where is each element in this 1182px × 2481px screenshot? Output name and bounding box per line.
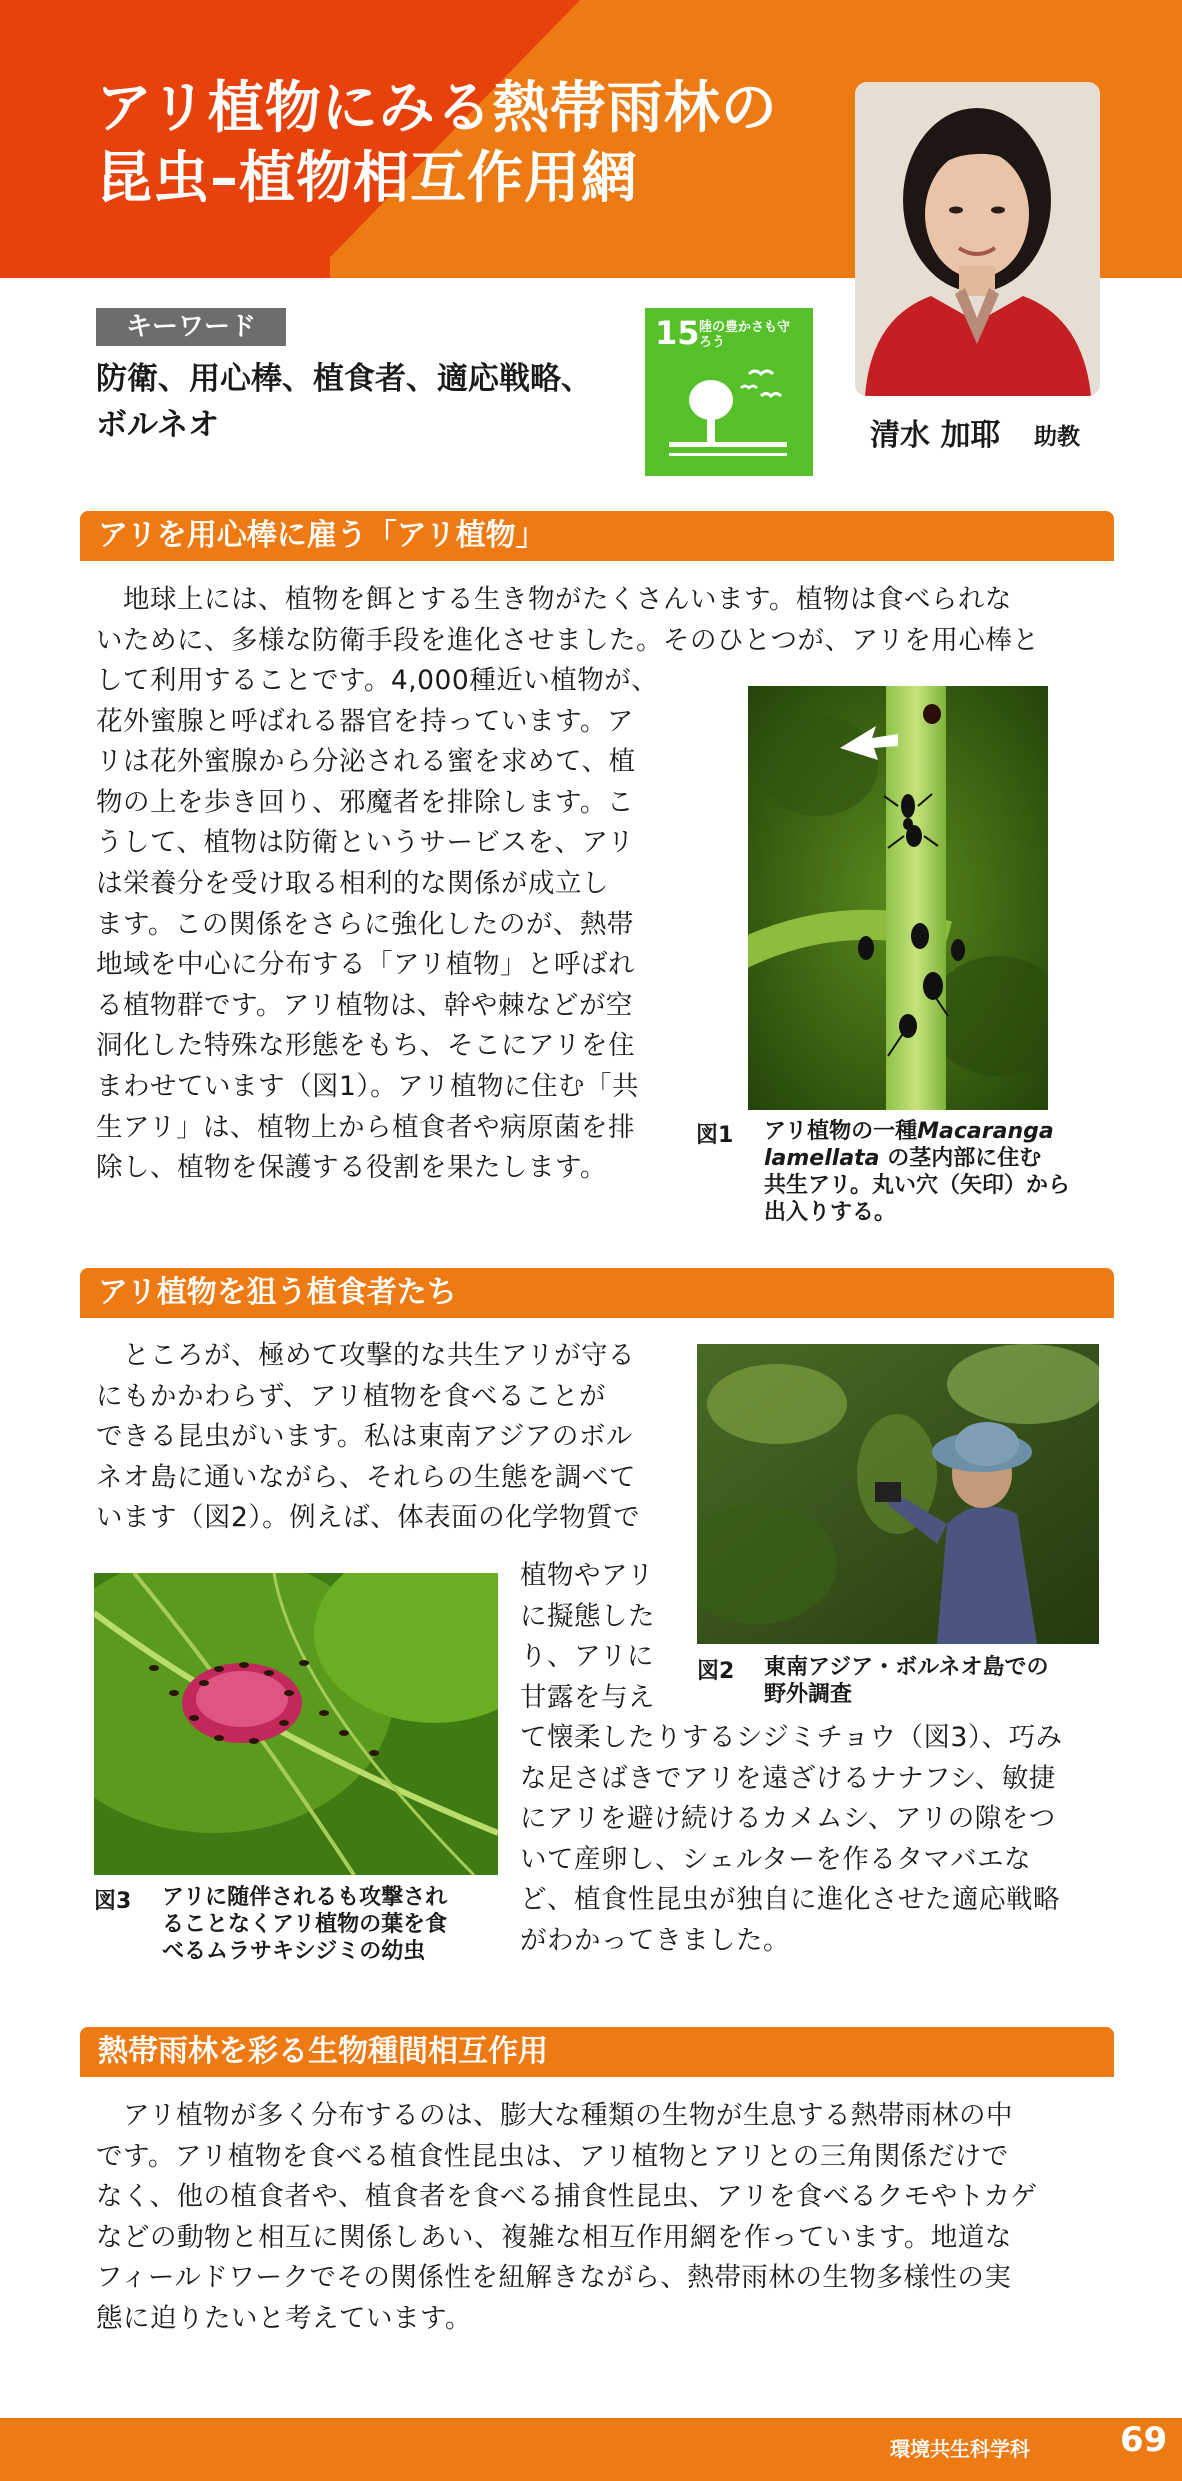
- section1-line: まわせています（図1）。アリ植物に住む「共: [96, 1070, 640, 1102]
- figure-3-photo: [94, 1573, 498, 1875]
- section2-line: がわかってきました。: [520, 1924, 790, 1956]
- section1-body: [96, 661, 686, 1189]
- tree-birds-icon: [645, 308, 813, 476]
- author-photo: [855, 82, 1100, 396]
- section2-line: て懐柔したりするシジミチョウ（図3）、巧み: [520, 1722, 1063, 1753]
- section1-line: リは花外蜜腺から分泌される蜜を求めて、植: [96, 746, 636, 778]
- keyword-badge: キーワード: [96, 308, 286, 346]
- section2-lower: [520, 1718, 1120, 1962]
- figure-1-caption: [764, 1118, 1114, 1226]
- figure-1-caption-b: の茎内部に住む: [879, 1146, 1042, 1171]
- section1-line: して利用することです。4,000種近い植物が、: [96, 665, 659, 696]
- page-title: [96, 74, 816, 214]
- section2-line: 植物やアリ: [520, 1560, 654, 1591]
- section2-line: ど、植食性昆虫が独自に進化させた適応戦略: [520, 1884, 1060, 1916]
- figure-2-photo: [697, 1344, 1099, 1644]
- figure-1-species: lamellata: [764, 1146, 880, 1171]
- section2-line: 甘露を与え: [520, 1681, 655, 1713]
- section-heading-1: アリを用心棒に雇う「アリ植物」: [80, 511, 1114, 561]
- section1-line: うして、植物は防衛というサービスを、アリ: [96, 827, 635, 859]
- section3-line: フィールドワークでその関係性を紐解きながら、熱帯雨林の生物多様性の実: [96, 2262, 1012, 2294]
- section2-line: り、アリに: [520, 1641, 654, 1673]
- section2-line: にもかかわらず、アリ植物を食べることが: [96, 1380, 606, 1412]
- figure-1-caption-line4: 出入りする。: [764, 1200, 897, 1225]
- section2-line: な足さばきでアリを遠ざけるナナフシ、敏捷: [520, 1762, 1056, 1794]
- section1-line: いために、多様な防衛手段を進化させました。そのひとつが、アリを用心棒と: [96, 624, 1040, 656]
- section1-line: 花外蜜腺と呼ばれる器官を持っています。ア: [96, 705, 634, 737]
- section2-line: います（図2）。例えば、体表面の化学物質で: [96, 1502, 641, 1534]
- section2-line: に擬態した: [520, 1600, 655, 1632]
- section3-body: [96, 2096, 1106, 2340]
- section3-line: アリ植物が多く分布するのは、膨大な種類の生物が生息する熱帯雨林の中: [96, 2100, 1013, 2131]
- figure-3-caption-line1: アリに随伴されるも攻撃され: [162, 1885, 448, 1910]
- figure-3-number: 図3: [94, 1889, 132, 1914]
- figure-1-caption-a: アリ植物の一種: [764, 1119, 918, 1144]
- section1-line: 地域を中心に分布する「アリ植物」と呼ばれ: [96, 949, 635, 981]
- sdg-15-icon: [645, 308, 813, 476]
- section-heading-2: アリ植物を狙う植食者たち: [80, 1268, 1114, 1318]
- author-name: 清水 加耶: [870, 418, 1001, 453]
- title-line-2: 昆虫–植物相互作用網: [96, 146, 638, 211]
- section1-line: 洞化した特殊な形態をもち、そこにアリを住: [96, 1030, 635, 1062]
- section3-line: です。アリ植物を食べる植食性昆虫は、アリ植物とアリとの三角関係だけで: [96, 2140, 1009, 2172]
- figure-1-genus: Macaranga: [917, 1119, 1054, 1144]
- section3-line: 態に迫りたいと考えています。: [96, 2302, 472, 2334]
- figure-3-caption-line3: べるムラサキシジミの幼虫: [162, 1939, 426, 1964]
- section2-line: いて産卵し、シェルターを作るタマバエな: [520, 1843, 1032, 1875]
- figure-1-caption-line3: 共生アリ。丸い穴（矢印）から: [764, 1173, 1071, 1198]
- author-role: 助教: [1034, 424, 1080, 450]
- figure-2-caption-line2: 野外調査: [764, 1682, 853, 1707]
- section1-line: 除し、植物を保護する役割を果たします。: [96, 1152, 607, 1184]
- section2-line: ネオ島に通いながら、それらの生態を調べて: [96, 1461, 636, 1493]
- section1-line: 地球上には、植物を餌とする生き物がたくさんいます。植物は食べられな: [96, 584, 1012, 615]
- sdg-label: 陸の豊かさも守ろう: [699, 320, 791, 350]
- figure-2-caption: [764, 1654, 1104, 1708]
- section3-line: なく、他の植食者や、植食者を食べる捕食性昆虫、アリを食べるクモやトカゲ: [96, 2181, 1038, 2213]
- section2-middle: [520, 1556, 690, 1718]
- section1-line: は栄養分を受け取る相利的な関係が成立し: [96, 867, 609, 899]
- section1-line: 物の上を歩き回り、邪魔者を排除します。こ: [96, 786, 634, 818]
- section1-line: 生アリ」は、植物上から植食者や病原菌を排: [96, 1111, 635, 1143]
- section-heading-3: 熱帯雨林を彩る生物種間相互作用: [80, 2027, 1114, 2077]
- figure-2-caption-line1: 東南アジア・ボルネオ島での: [764, 1655, 1049, 1680]
- figure-3-caption-line2: ることなくアリ植物の葉を食: [162, 1912, 448, 1937]
- footer-department: 環境共生科学科: [890, 2437, 1030, 2461]
- figure-3-caption: [162, 1884, 502, 1965]
- keyword-list: [96, 356, 656, 448]
- section2-upper: [96, 1336, 686, 1539]
- title-line-1: アリ植物にみる熱帯雨林の: [96, 76, 778, 141]
- figure-2-number: 図2: [697, 1659, 735, 1684]
- section1-line: る植物群です。アリ植物は、幹や棘などが空: [96, 989, 633, 1021]
- section2-line: できる昆虫がいます。私は東南アジアのボル: [96, 1421, 633, 1453]
- section3-line: などの動物と相互に関係しあい、複雑な相互作用網を作っています。地道な: [96, 2221, 1012, 2253]
- keyword-line-1: 防衛、用心棒、植食者、適応戦略、: [96, 361, 592, 397]
- section2-line: ところが、極めて攻撃的な共生アリが守る: [96, 1340, 635, 1371]
- section1-intro: [96, 580, 1106, 661]
- section1-line: ます。この関係をさらに強化したのが、熱帯: [96, 908, 634, 940]
- section2-line: にアリを避け続けるカメムシ、アリの隙をつ: [520, 1803, 1056, 1835]
- sdg-number: 15: [655, 314, 700, 352]
- page-number: 69: [1120, 2420, 1168, 2460]
- figure-1-photo: [748, 686, 1048, 1110]
- keyword-line-2: ボルネオ: [96, 407, 220, 443]
- figure-1-number: 図1: [696, 1123, 734, 1148]
